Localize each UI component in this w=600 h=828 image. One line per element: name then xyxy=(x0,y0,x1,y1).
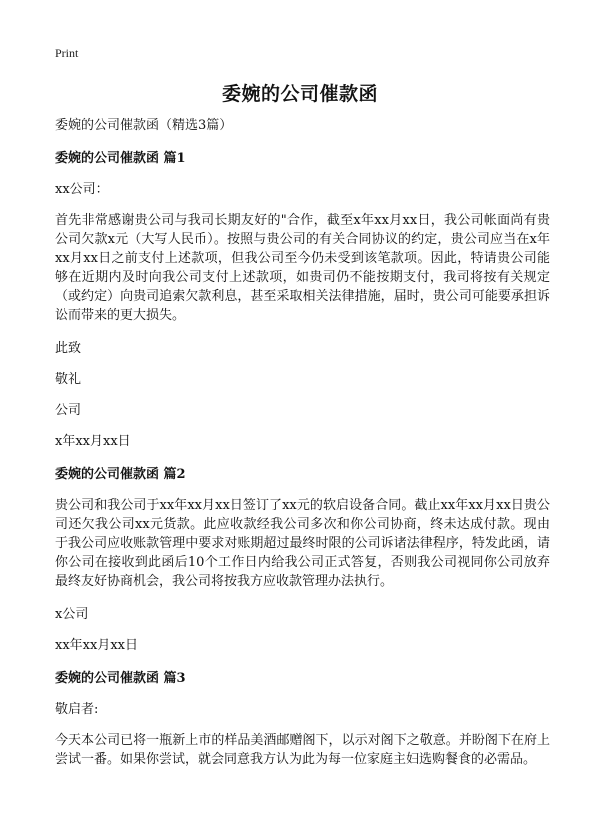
page-title: 委婉的公司催款函 xyxy=(221,83,378,105)
section-1-closing-2: 敬礼 xyxy=(55,372,82,387)
section-2-date: xx年xx月xx日 xyxy=(55,638,138,653)
section-3-salutation: 敬启者: xyxy=(55,702,99,717)
document-content xyxy=(55,116,550,783)
section-3-body: 今天本公司已将一瓶新上市的样品美酒邮赠阁下，以示对阁下之敬意。并盼阁下在府上尝试一番。如果你尝试，就会同意我方认为此为每一位家庭主妇选购餐食的必需品。 xyxy=(55,733,550,767)
section-2-signature: x公司 xyxy=(55,607,89,622)
section-2-body: 贵公司和我公司于xx年xx月xx日签订了xx元的软启设备合同。截止xx年xx月xx日贵公司还欠我公司xx元货款。此应收款经我公司多次和你公司协商，终未达成付款。现由于我公司应收账款管理中要求对账期超过最终时限的公司诉诸法律程序，特发此函，请你公司在接收到此函后10个工作日内给我公司正式答复，否则我公司视同你公司放弃最终友好协商机会，我公司将按我方应收款管理办法执行。 xyxy=(55,498,550,589)
section-1-body: 首先非常感谢贵公司与我司长期友好的"合作，截至x年xx月xx日，我公司帐面尚有贵公司欠款x元（大写人民币）。按照与贵公司的有关合同协议的约定，贵公司应当在x年xx月xx日之前支付上述款项，但我公司至今仍未受到该笔款项。因此，特请贵公司能够在近期内及时向我公司支付上述款项，如贵司仍不能按期支付，我司将按有关规定（或约定）向贵司追索欠款利息，甚至采取相关法律措施，届时，贵公司可能要承担诉讼而带来的更大损失。 xyxy=(55,213,550,323)
section-1-signature: 公司 xyxy=(55,403,82,418)
section-1-salutation: xx公司： xyxy=(55,182,109,197)
section-1-heading: 委婉的公司催款函 篇1 xyxy=(55,151,186,166)
section-1-closing-1: 此致 xyxy=(55,341,82,356)
section-1-date: x年xx月xx日 xyxy=(55,434,131,449)
section-3-heading: 委婉的公司催款函 篇3 xyxy=(55,671,186,686)
print-label[interactable]: Print xyxy=(55,46,79,60)
section-2-heading: 委婉的公司催款函 篇2 xyxy=(55,467,186,482)
document-subtitle: 委婉的公司催款函（精选3篇） xyxy=(55,118,233,133)
